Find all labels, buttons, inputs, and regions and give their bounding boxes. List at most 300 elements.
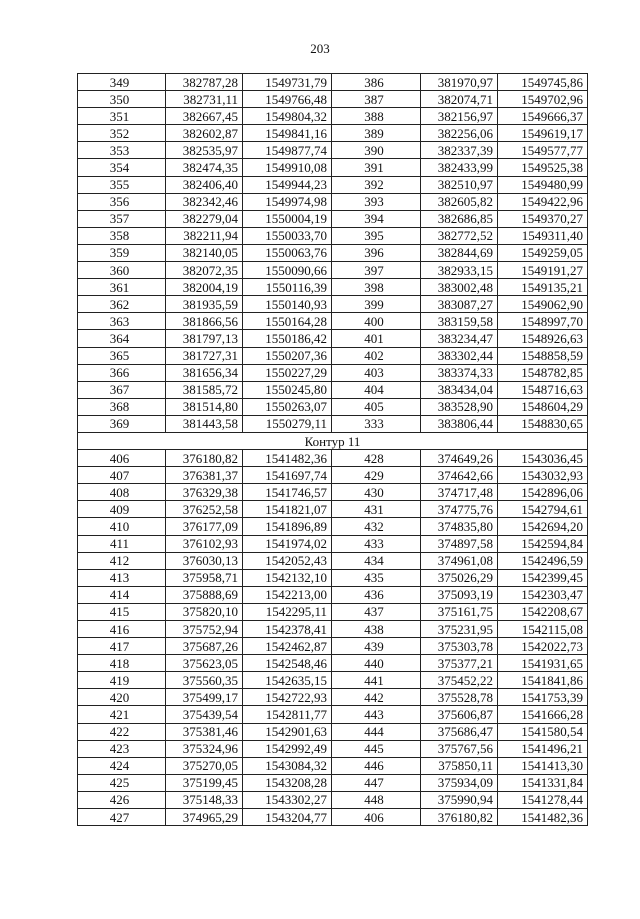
x-coordinate-cell: 382140,05: [166, 244, 243, 261]
point-number-cell: 360: [78, 262, 166, 279]
point-number-cell: 447: [332, 774, 421, 791]
point-number-cell: 407: [78, 467, 166, 484]
y-coordinate-cell: 1542811,77: [243, 706, 332, 723]
point-number-cell: 404: [332, 381, 421, 398]
x-coordinate-cell: 382602,87: [166, 125, 243, 142]
y-coordinate-cell: 1541496,21: [498, 740, 588, 757]
y-coordinate-cell: 1550063,76: [243, 244, 332, 261]
y-coordinate-cell: 1549480,99: [498, 176, 588, 193]
x-coordinate-cell: 376030,13: [166, 552, 243, 569]
point-number-cell: 351: [78, 108, 166, 125]
y-coordinate-cell: 1550116,39: [243, 279, 332, 296]
y-coordinate-cell: 1542992,49: [243, 740, 332, 757]
x-coordinate-cell: 382256,06: [421, 125, 498, 142]
y-coordinate-cell: 1549619,17: [498, 125, 588, 142]
x-coordinate-cell: 382211,94: [166, 227, 243, 244]
x-coordinate-cell: 382433,99: [421, 159, 498, 176]
x-coordinate-cell: 382279,04: [166, 210, 243, 227]
point-number-cell: 437: [332, 603, 421, 620]
y-coordinate-cell: 1542794,61: [498, 501, 588, 518]
y-coordinate-cell: 1549135,21: [498, 279, 588, 296]
point-number-cell: 417: [78, 638, 166, 655]
x-coordinate-cell: 375686,47: [421, 723, 498, 740]
x-coordinate-cell: 383159,58: [421, 313, 498, 330]
y-coordinate-cell: 1550279,11: [243, 415, 332, 432]
y-coordinate-cell: 1542208,67: [498, 603, 588, 620]
x-coordinate-cell: 382337,39: [421, 142, 498, 159]
x-coordinate-cell: 376381,37: [166, 467, 243, 484]
y-coordinate-cell: 1541331,84: [498, 774, 588, 791]
y-coordinate-cell: 1548997,70: [498, 313, 588, 330]
y-coordinate-cell: 1542132,10: [243, 569, 332, 586]
x-coordinate-cell: 375270,05: [166, 757, 243, 774]
x-coordinate-cell: 374717,48: [421, 484, 498, 501]
table-row: [78, 450, 588, 467]
x-coordinate-cell: 382933,15: [421, 262, 498, 279]
x-coordinate-cell: 375148,33: [166, 791, 243, 808]
table-row: [78, 398, 588, 415]
table-row: [78, 296, 588, 313]
y-coordinate-cell: 1548604,29: [498, 398, 588, 415]
table-row: [78, 586, 588, 603]
y-coordinate-cell: 1549062,90: [498, 296, 588, 313]
x-coordinate-cell: 381727,31: [166, 347, 243, 364]
point-number-cell: 361: [78, 279, 166, 296]
page-number: 203: [310, 41, 330, 56]
point-number-cell: 413: [78, 569, 166, 586]
point-number-cell: 445: [332, 740, 421, 757]
y-coordinate-cell: 1542722,93: [243, 689, 332, 706]
y-coordinate-cell: 1550245,80: [243, 381, 332, 398]
y-coordinate-cell: 1541746,57: [243, 484, 332, 501]
x-coordinate-cell: 382072,35: [166, 262, 243, 279]
y-coordinate-cell: 1549259,05: [498, 244, 588, 261]
y-coordinate-cell: 1541931,65: [498, 655, 588, 672]
point-number-cell: 356: [78, 193, 166, 210]
point-number-cell: 402: [332, 347, 421, 364]
y-coordinate-cell: 1542896,06: [498, 484, 588, 501]
y-coordinate-cell: 1550227,29: [243, 364, 332, 381]
x-coordinate-cell: 383528,90: [421, 398, 498, 415]
x-coordinate-cell: 374897,58: [421, 535, 498, 552]
x-coordinate-cell: 382510,97: [421, 176, 498, 193]
table-row: [78, 809, 588, 826]
table-row: [78, 364, 588, 381]
x-coordinate-cell: 375850,11: [421, 757, 498, 774]
y-coordinate-cell: 1550164,28: [243, 313, 332, 330]
point-number-cell: 441: [332, 672, 421, 689]
x-coordinate-cell: 383434,04: [421, 381, 498, 398]
point-number-cell: 353: [78, 142, 166, 159]
table-row: [78, 159, 588, 176]
y-coordinate-cell: 1541278,44: [498, 791, 588, 808]
section-title: Контур 11: [78, 432, 588, 449]
y-coordinate-cell: 1550207,36: [243, 347, 332, 364]
point-number-cell: 443: [332, 706, 421, 723]
table-row: [78, 535, 588, 552]
point-number-cell: 442: [332, 689, 421, 706]
y-coordinate-cell: 1542378,41: [243, 621, 332, 638]
y-coordinate-cell: 1549311,40: [498, 227, 588, 244]
x-coordinate-cell: 375199,45: [166, 774, 243, 791]
point-number-cell: 387: [332, 91, 421, 108]
point-number-cell: 435: [332, 569, 421, 586]
y-coordinate-cell: 1541821,07: [243, 501, 332, 518]
x-coordinate-cell: 382342,46: [166, 193, 243, 210]
y-coordinate-cell: 1549525,38: [498, 159, 588, 176]
point-number-cell: 444: [332, 723, 421, 740]
x-coordinate-cell: 375820,10: [166, 603, 243, 620]
y-coordinate-cell: 1542496,59: [498, 552, 588, 569]
table-row: [78, 552, 588, 569]
y-coordinate-cell: 1542635,15: [243, 672, 332, 689]
y-coordinate-cell: 1542548,46: [243, 655, 332, 672]
table-row: [78, 791, 588, 808]
y-coordinate-cell: 1549745,86: [498, 74, 588, 91]
table-row: [78, 723, 588, 740]
x-coordinate-cell: 375161,75: [421, 603, 498, 620]
point-number-cell: 410: [78, 518, 166, 535]
table-row: [78, 125, 588, 142]
point-number-cell: 406: [332, 809, 421, 826]
y-coordinate-cell: 1543302,27: [243, 791, 332, 808]
y-coordinate-cell: 1541580,54: [498, 723, 588, 740]
y-coordinate-cell: 1542694,20: [498, 518, 588, 535]
x-coordinate-cell: 376329,38: [166, 484, 243, 501]
point-number-cell: 422: [78, 723, 166, 740]
x-coordinate-cell: 382772,52: [421, 227, 498, 244]
y-coordinate-cell: 1543036,45: [498, 450, 588, 467]
y-coordinate-cell: 1548858,59: [498, 347, 588, 364]
table-row: [78, 672, 588, 689]
x-coordinate-cell: 374649,26: [421, 450, 498, 467]
table-row: [78, 91, 588, 108]
x-coordinate-cell: 375452,22: [421, 672, 498, 689]
point-number-cell: 390: [332, 142, 421, 159]
x-coordinate-cell: 383806,44: [421, 415, 498, 432]
x-coordinate-cell: 374642,66: [421, 467, 498, 484]
y-coordinate-cell: 1550263,07: [243, 398, 332, 415]
table-row: [78, 74, 588, 91]
point-number-cell: 421: [78, 706, 166, 723]
y-coordinate-cell: 1549577,77: [498, 142, 588, 159]
x-coordinate-cell: 382686,85: [421, 210, 498, 227]
table-row: [78, 176, 588, 193]
x-coordinate-cell: 374835,80: [421, 518, 498, 535]
x-coordinate-cell: 375606,87: [421, 706, 498, 723]
x-coordinate-cell: 382667,45: [166, 108, 243, 125]
y-coordinate-cell: 1542052,43: [243, 552, 332, 569]
y-coordinate-cell: 1549191,27: [498, 262, 588, 279]
table-row: [78, 262, 588, 279]
table-row: [78, 501, 588, 518]
x-coordinate-cell: 381935,59: [166, 296, 243, 313]
y-coordinate-cell: 1541666,28: [498, 706, 588, 723]
y-coordinate-cell: 1542295,11: [243, 603, 332, 620]
point-number-cell: 414: [78, 586, 166, 603]
point-number-cell: 365: [78, 347, 166, 364]
y-coordinate-cell: 1543084,32: [243, 757, 332, 774]
x-coordinate-cell: 375231,95: [421, 621, 498, 638]
point-number-cell: 355: [78, 176, 166, 193]
point-number-cell: 427: [78, 809, 166, 826]
table-row: [78, 518, 588, 535]
table-row: [78, 774, 588, 791]
point-number-cell: 412: [78, 552, 166, 569]
table-row: [78, 330, 588, 347]
y-coordinate-cell: 1543032,93: [498, 467, 588, 484]
point-number-cell: 398: [332, 279, 421, 296]
x-coordinate-cell: 376180,82: [421, 809, 498, 826]
point-number-cell: 367: [78, 381, 166, 398]
table-row: [78, 569, 588, 586]
table-row: [78, 689, 588, 706]
y-coordinate-cell: 1548716,63: [498, 381, 588, 398]
section-header: [78, 432, 588, 449]
x-coordinate-cell: 375026,29: [421, 569, 498, 586]
point-number-cell: 392: [332, 176, 421, 193]
y-coordinate-cell: 1542901,63: [243, 723, 332, 740]
point-number-cell: 408: [78, 484, 166, 501]
point-number-cell: 333: [332, 415, 421, 432]
y-coordinate-cell: 1542213,00: [243, 586, 332, 603]
table-row: [78, 244, 588, 261]
x-coordinate-cell: 375767,56: [421, 740, 498, 757]
x-coordinate-cell: 381970,97: [421, 74, 498, 91]
point-number-cell: 352: [78, 125, 166, 142]
point-number-cell: 434: [332, 552, 421, 569]
point-number-cell: 440: [332, 655, 421, 672]
point-number-cell: 369: [78, 415, 166, 432]
point-number-cell: 433: [332, 535, 421, 552]
x-coordinate-cell: 376252,58: [166, 501, 243, 518]
point-number-cell: 354: [78, 159, 166, 176]
point-number-cell: 432: [332, 518, 421, 535]
x-coordinate-cell: 374965,29: [166, 809, 243, 826]
point-number-cell: 396: [332, 244, 421, 261]
x-coordinate-cell: 376180,82: [166, 450, 243, 467]
point-number-cell: 395: [332, 227, 421, 244]
y-coordinate-cell: 1549841,16: [243, 125, 332, 142]
point-number-cell: 425: [78, 774, 166, 791]
y-coordinate-cell: 1550140,93: [243, 296, 332, 313]
point-number-cell: 362: [78, 296, 166, 313]
x-coordinate-cell: 383302,44: [421, 347, 498, 364]
x-coordinate-cell: 382787,28: [166, 74, 243, 91]
y-coordinate-cell: 1541413,30: [498, 757, 588, 774]
x-coordinate-cell: 375958,71: [166, 569, 243, 586]
y-coordinate-cell: 1550033,70: [243, 227, 332, 244]
x-coordinate-cell: 382535,97: [166, 142, 243, 159]
y-coordinate-cell: 1550186,42: [243, 330, 332, 347]
y-coordinate-cell: 1542022,73: [498, 638, 588, 655]
point-number-cell: 436: [332, 586, 421, 603]
point-number-cell: 430: [332, 484, 421, 501]
point-number-cell: 416: [78, 621, 166, 638]
x-coordinate-cell: 382004,19: [166, 279, 243, 296]
y-coordinate-cell: 1541753,39: [498, 689, 588, 706]
x-coordinate-cell: 375528,78: [421, 689, 498, 706]
point-number-cell: 386: [332, 74, 421, 91]
point-number-cell: 358: [78, 227, 166, 244]
x-coordinate-cell: 375324,96: [166, 740, 243, 757]
table-row: [78, 638, 588, 655]
x-coordinate-cell: 375439,54: [166, 706, 243, 723]
table-row: [78, 603, 588, 620]
point-number-cell: 366: [78, 364, 166, 381]
table-row: [78, 740, 588, 757]
point-number-cell: 391: [332, 159, 421, 176]
x-coordinate-cell: 374961,08: [421, 552, 498, 569]
point-number-cell: 397: [332, 262, 421, 279]
point-number-cell: 405: [332, 398, 421, 415]
table-row: [78, 621, 588, 638]
point-number-cell: 423: [78, 740, 166, 757]
table-row: [78, 655, 588, 672]
table-row: [78, 706, 588, 723]
point-number-cell: 420: [78, 689, 166, 706]
point-number-cell: 419: [78, 672, 166, 689]
point-number-cell: 439: [332, 638, 421, 655]
x-coordinate-cell: 381585,72: [166, 381, 243, 398]
x-coordinate-cell: 375990,94: [421, 791, 498, 808]
point-number-cell: 349: [78, 74, 166, 91]
table-row: [78, 313, 588, 330]
point-number-cell: 411: [78, 535, 166, 552]
x-coordinate-cell: 375381,46: [166, 723, 243, 740]
point-number-cell: 357: [78, 210, 166, 227]
x-coordinate-cell: 376177,09: [166, 518, 243, 535]
point-number-cell: 388: [332, 108, 421, 125]
y-coordinate-cell: 1549766,48: [243, 91, 332, 108]
table-row: [78, 279, 588, 296]
x-coordinate-cell: 382844,69: [421, 244, 498, 261]
point-number-cell: 389: [332, 125, 421, 142]
point-number-cell: 394: [332, 210, 421, 227]
point-number-cell: 403: [332, 364, 421, 381]
y-coordinate-cell: 1548782,85: [498, 364, 588, 381]
x-coordinate-cell: 375377,21: [421, 655, 498, 672]
table-body-after: [78, 450, 588, 826]
x-coordinate-cell: 382605,82: [421, 193, 498, 210]
y-coordinate-cell: 1541697,74: [243, 467, 332, 484]
point-number-cell: 431: [332, 501, 421, 518]
x-coordinate-cell: 375752,94: [166, 621, 243, 638]
y-coordinate-cell: 1541841,86: [498, 672, 588, 689]
point-number-cell: 415: [78, 603, 166, 620]
y-coordinate-cell: 1548926,63: [498, 330, 588, 347]
table-row: [78, 757, 588, 774]
point-number-cell: 401: [332, 330, 421, 347]
x-coordinate-cell: 376102,93: [166, 535, 243, 552]
point-number-cell: 364: [78, 330, 166, 347]
y-coordinate-cell: 1543208,28: [243, 774, 332, 791]
table-row: [78, 467, 588, 484]
point-number-cell: 426: [78, 791, 166, 808]
point-number-cell: 363: [78, 313, 166, 330]
point-number-cell: 424: [78, 757, 166, 774]
y-coordinate-cell: 1543204,77: [243, 809, 332, 826]
y-coordinate-cell: 1542115,08: [498, 621, 588, 638]
table-body-before: [78, 74, 588, 433]
x-coordinate-cell: 383374,33: [421, 364, 498, 381]
x-coordinate-cell: 375888,69: [166, 586, 243, 603]
x-coordinate-cell: 374775,76: [421, 501, 498, 518]
x-coordinate-cell: 375687,26: [166, 638, 243, 655]
y-coordinate-cell: 1542462,87: [243, 638, 332, 655]
table-row: [78, 108, 588, 125]
x-coordinate-cell: 383087,27: [421, 296, 498, 313]
point-number-cell: 406: [78, 450, 166, 467]
y-coordinate-cell: 1550004,19: [243, 210, 332, 227]
point-number-cell: 359: [78, 244, 166, 261]
y-coordinate-cell: 1549666,37: [498, 108, 588, 125]
y-coordinate-cell: 1549944,23: [243, 176, 332, 193]
table-row: [78, 210, 588, 227]
table-row: [78, 484, 588, 501]
x-coordinate-cell: 381443,58: [166, 415, 243, 432]
y-coordinate-cell: 1549910,08: [243, 159, 332, 176]
point-number-cell: 393: [332, 193, 421, 210]
x-coordinate-cell: 381797,13: [166, 330, 243, 347]
y-coordinate-cell: 1549877,74: [243, 142, 332, 159]
table-row: [78, 193, 588, 210]
y-coordinate-cell: 1542594,84: [498, 535, 588, 552]
y-coordinate-cell: 1541974,02: [243, 535, 332, 552]
point-number-cell: 399: [332, 296, 421, 313]
y-coordinate-cell: 1549804,32: [243, 108, 332, 125]
x-coordinate-cell: 375303,78: [421, 638, 498, 655]
point-number-cell: 400: [332, 313, 421, 330]
point-number-cell: 350: [78, 91, 166, 108]
y-coordinate-cell: 1550090,66: [243, 262, 332, 279]
x-coordinate-cell: 382474,35: [166, 159, 243, 176]
y-coordinate-cell: 1549370,27: [498, 210, 588, 227]
x-coordinate-cell: 375934,09: [421, 774, 498, 791]
x-coordinate-cell: 375093,19: [421, 586, 498, 603]
x-coordinate-cell: 375623,05: [166, 655, 243, 672]
point-number-cell: 409: [78, 501, 166, 518]
y-coordinate-cell: 1541482,36: [243, 450, 332, 467]
point-number-cell: 438: [332, 621, 421, 638]
point-number-cell: 428: [332, 450, 421, 467]
x-coordinate-cell: 375499,17: [166, 689, 243, 706]
table-row: [78, 227, 588, 244]
y-coordinate-cell: 1542303,47: [498, 586, 588, 603]
y-coordinate-cell: 1542399,45: [498, 569, 588, 586]
section-row: [78, 432, 588, 449]
x-coordinate-cell: 382731,11: [166, 91, 243, 108]
point-number-cell: 429: [332, 467, 421, 484]
y-coordinate-cell: 1548830,65: [498, 415, 588, 432]
table-row: [78, 415, 588, 432]
x-coordinate-cell: 382406,40: [166, 176, 243, 193]
table-row: [78, 381, 588, 398]
x-coordinate-cell: 382156,97: [421, 108, 498, 125]
x-coordinate-cell: 382074,71: [421, 91, 498, 108]
x-coordinate-cell: 381656,34: [166, 364, 243, 381]
y-coordinate-cell: 1549974,98: [243, 193, 332, 210]
x-coordinate-cell: 381514,80: [166, 398, 243, 415]
y-coordinate-cell: 1549702,96: [498, 91, 588, 108]
y-coordinate-cell: 1549422,96: [498, 193, 588, 210]
table-row: [78, 347, 588, 364]
y-coordinate-cell: 1541482,36: [498, 809, 588, 826]
x-coordinate-cell: 383234,47: [421, 330, 498, 347]
x-coordinate-cell: 383002,48: [421, 279, 498, 296]
x-coordinate-cell: 381866,56: [166, 313, 243, 330]
y-coordinate-cell: 1541896,89: [243, 518, 332, 535]
